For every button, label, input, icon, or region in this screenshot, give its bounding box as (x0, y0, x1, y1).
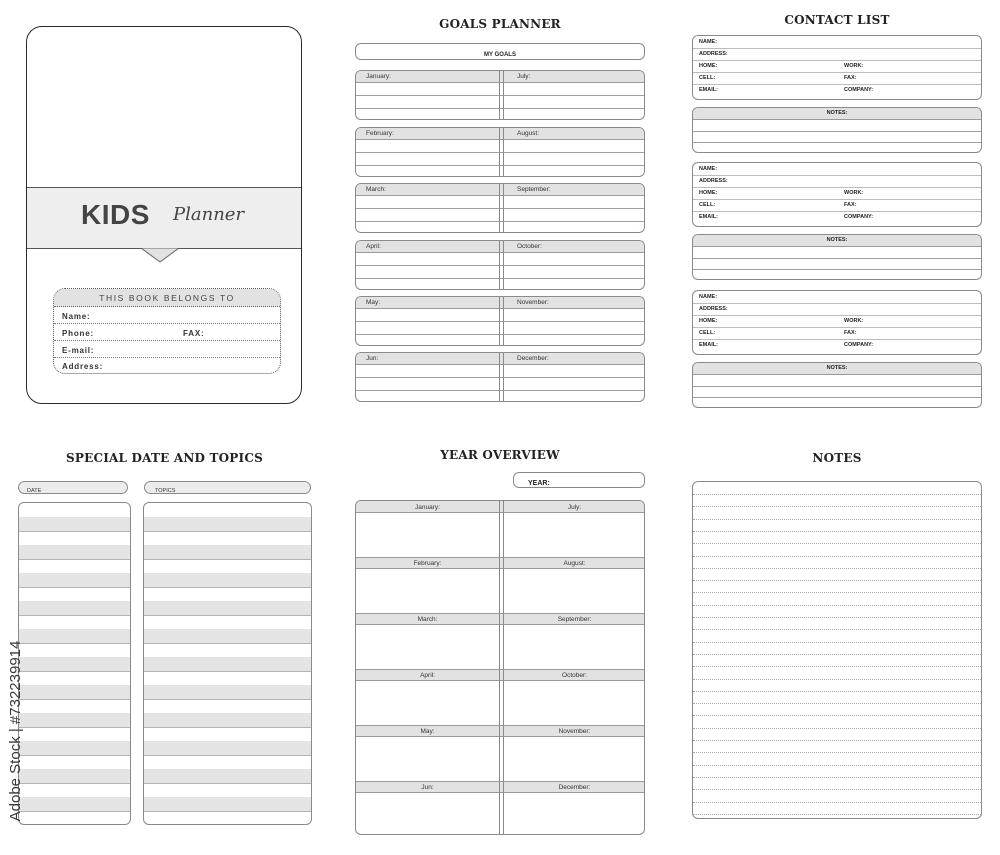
contact-notes-box (692, 107, 982, 153)
year-month-label: Jun: (421, 784, 434, 791)
notes-line (693, 789, 981, 790)
special-row (19, 783, 130, 798)
special-row (19, 671, 130, 686)
date-column (18, 502, 131, 825)
year-month-label: December: (558, 784, 591, 791)
cover-title-band (27, 187, 301, 249)
special-row (144, 629, 311, 644)
special-dates-title: SPECIAL DATE AND TOPICS (66, 451, 263, 465)
goals-month-label: August: (517, 130, 540, 137)
contact-fax-label: FAX: (844, 330, 857, 336)
contact-notes-box (692, 362, 982, 408)
contact-work-label: WORK: (844, 63, 864, 69)
my-goals-bar (355, 43, 645, 60)
topics-column (143, 502, 312, 825)
year-overview-grid (355, 500, 645, 835)
special-row (144, 783, 311, 798)
special-row (19, 615, 130, 630)
special-row (19, 629, 130, 644)
contact-work-label: WORK: (844, 190, 864, 196)
special-row (19, 769, 130, 784)
special-row (144, 727, 311, 742)
contact-company-label: COMPANY: (844, 87, 874, 93)
date-header (18, 481, 128, 494)
goals-month-label: February: (366, 130, 394, 137)
contact-notes-label: NOTES: (826, 237, 848, 243)
notes-line (693, 519, 981, 520)
special-row (144, 573, 311, 588)
notes-line (693, 679, 981, 680)
notes-line (693, 740, 981, 741)
goals-month-label: April: (366, 243, 381, 250)
special-row (19, 685, 130, 700)
year-month-label: March: (417, 616, 438, 623)
special-row (144, 755, 311, 770)
special-row (144, 797, 311, 812)
contact-company-label: COMPANY: (844, 214, 874, 220)
year-month-label: February: (413, 560, 442, 567)
special-row (144, 615, 311, 630)
year-month-label: November: (558, 728, 591, 735)
special-row (144, 531, 311, 546)
kids-planner-cover (26, 26, 302, 404)
special-row (19, 797, 130, 812)
year-month-label: September: (557, 616, 592, 623)
topics-header (144, 481, 311, 494)
notes-line (693, 802, 981, 803)
cover-subtitle: Planner (173, 204, 245, 225)
goals-month-pair (355, 70, 645, 120)
special-row (19, 601, 130, 616)
goals-month-label: October: (517, 243, 542, 250)
goals-month-label: January: (366, 73, 391, 80)
belongs-to-box (53, 288, 281, 374)
belongs-to-heading: THIS BOOK BELONGS TO (99, 293, 235, 303)
contact-notes-label: NOTES: (826, 365, 848, 371)
goals-month-pair (355, 352, 645, 402)
special-row (144, 657, 311, 672)
special-row (19, 517, 130, 532)
goals-month-pair (355, 183, 645, 233)
special-row (144, 601, 311, 616)
notes-line (693, 642, 981, 643)
chevron-down-icon (141, 248, 179, 263)
notes-line (693, 777, 981, 778)
notes-line (693, 728, 981, 729)
contact-card (692, 35, 982, 100)
contact-notes-box (692, 234, 982, 280)
goals-month-label: May: (366, 299, 381, 306)
notes-line (693, 617, 981, 618)
contact-card (692, 290, 982, 355)
notes-line (693, 556, 981, 557)
contact-address-label: ADDRESS: (699, 306, 728, 312)
goals-month-label: March: (366, 186, 386, 193)
goals-month-pair (355, 296, 645, 346)
contact-email-label: EMAIL: (699, 342, 718, 348)
special-row (19, 699, 130, 714)
special-row (144, 545, 311, 560)
contact-fax-label: FAX: (844, 202, 857, 208)
special-row (19, 713, 130, 728)
contact-list-title: CONTACT LIST (784, 13, 890, 27)
special-row (19, 503, 130, 518)
special-row (144, 699, 311, 714)
year-month-label: October: (562, 672, 587, 679)
belongs-to-header (54, 289, 280, 307)
cover-title: KIDS (81, 199, 150, 230)
notes-line (693, 715, 981, 716)
special-row (19, 573, 130, 588)
my-goals-label: MY GOALS (484, 52, 516, 58)
goals-month-pair (355, 240, 645, 290)
special-row (144, 503, 311, 518)
goals-month-pair (355, 127, 645, 177)
email-field-label: E-mail: (62, 346, 95, 355)
special-row (19, 587, 130, 602)
year-month-label: April: (420, 672, 435, 679)
year-month-label: May: (420, 728, 435, 735)
contact-name-label: NAME: (699, 166, 718, 172)
special-row (144, 671, 311, 686)
contact-work-label: WORK: (844, 318, 864, 324)
special-row (144, 769, 311, 784)
notes-page (692, 481, 982, 819)
special-row (144, 713, 311, 728)
contact-home-label: HOME: (699, 318, 718, 324)
notes-line (693, 654, 981, 655)
special-row (144, 811, 311, 825)
notes-line (693, 494, 981, 495)
notes-title: NOTES (812, 451, 862, 465)
topics-header-label: TOPICS (155, 488, 176, 494)
notes-line (693, 506, 981, 507)
goals-month-label: July: (517, 73, 531, 80)
special-row (19, 755, 130, 770)
goals-month-label: November: (517, 299, 549, 306)
special-row (19, 531, 130, 546)
notes-line (693, 531, 981, 532)
special-row (19, 657, 130, 672)
notes-line (693, 814, 981, 815)
notes-line (693, 703, 981, 704)
contact-home-label: HOME: (699, 63, 718, 69)
special-row (144, 741, 311, 756)
contact-notes-label: NOTES: (826, 110, 848, 116)
contact-card (692, 162, 982, 227)
address-field-label: Address: (62, 362, 104, 371)
contact-home-label: HOME: (699, 190, 718, 196)
contact-email-label: EMAIL: (699, 214, 718, 220)
special-row (19, 559, 130, 574)
special-row (144, 685, 311, 700)
year-overview-title: YEAR OVERVIEW (440, 448, 560, 462)
notes-line (693, 691, 981, 692)
notes-line (693, 568, 981, 569)
special-row (144, 517, 311, 532)
notes-line (693, 543, 981, 544)
notes-line (693, 592, 981, 593)
goals-month-label: September: (517, 186, 551, 193)
contact-email-label: EMAIL: (699, 87, 718, 93)
watermark-text (7, 626, 29, 836)
contact-name-label: NAME: (699, 294, 718, 300)
name-field-label: Name: (62, 312, 91, 321)
special-row (19, 727, 130, 742)
special-row (19, 811, 130, 825)
contact-cell-label: CELL: (699, 330, 716, 336)
goals-month-label: Jun: (366, 355, 379, 362)
notes-line (693, 765, 981, 766)
contact-address-label: ADDRESS: (699, 178, 728, 184)
goals-planner-title: GOALS PLANNER (439, 17, 561, 31)
notes-line (693, 666, 981, 667)
notes-line (693, 752, 981, 753)
year-month-label: July: (567, 504, 582, 511)
special-row (144, 587, 311, 602)
special-row (19, 643, 130, 658)
year-month-label: January: (415, 504, 440, 511)
contact-cell-label: CELL: (699, 202, 716, 208)
notes-line (693, 629, 981, 630)
contact-cell-label: CELL: (699, 75, 716, 81)
special-row (144, 643, 311, 658)
fax-field-label: FAX: (183, 329, 205, 338)
contact-fax-label: FAX: (844, 75, 857, 81)
goals-month-label: December: (517, 355, 549, 362)
year-field (513, 472, 645, 488)
special-row (19, 545, 130, 560)
notes-line (693, 580, 981, 581)
special-row (144, 559, 311, 574)
phone-field-label: Phone: (62, 329, 94, 338)
watermark-label: Adobe Stock | #732239914 (7, 640, 24, 822)
date-header-label: DATE (27, 488, 42, 494)
contact-company-label: COMPANY: (844, 342, 874, 348)
contact-name-label: NAME: (699, 39, 718, 45)
contact-address-label: ADDRESS: (699, 51, 728, 57)
special-row (19, 741, 130, 756)
year-label: YEAR: (528, 480, 550, 487)
year-month-label: August: (563, 560, 586, 567)
notes-line (693, 605, 981, 606)
